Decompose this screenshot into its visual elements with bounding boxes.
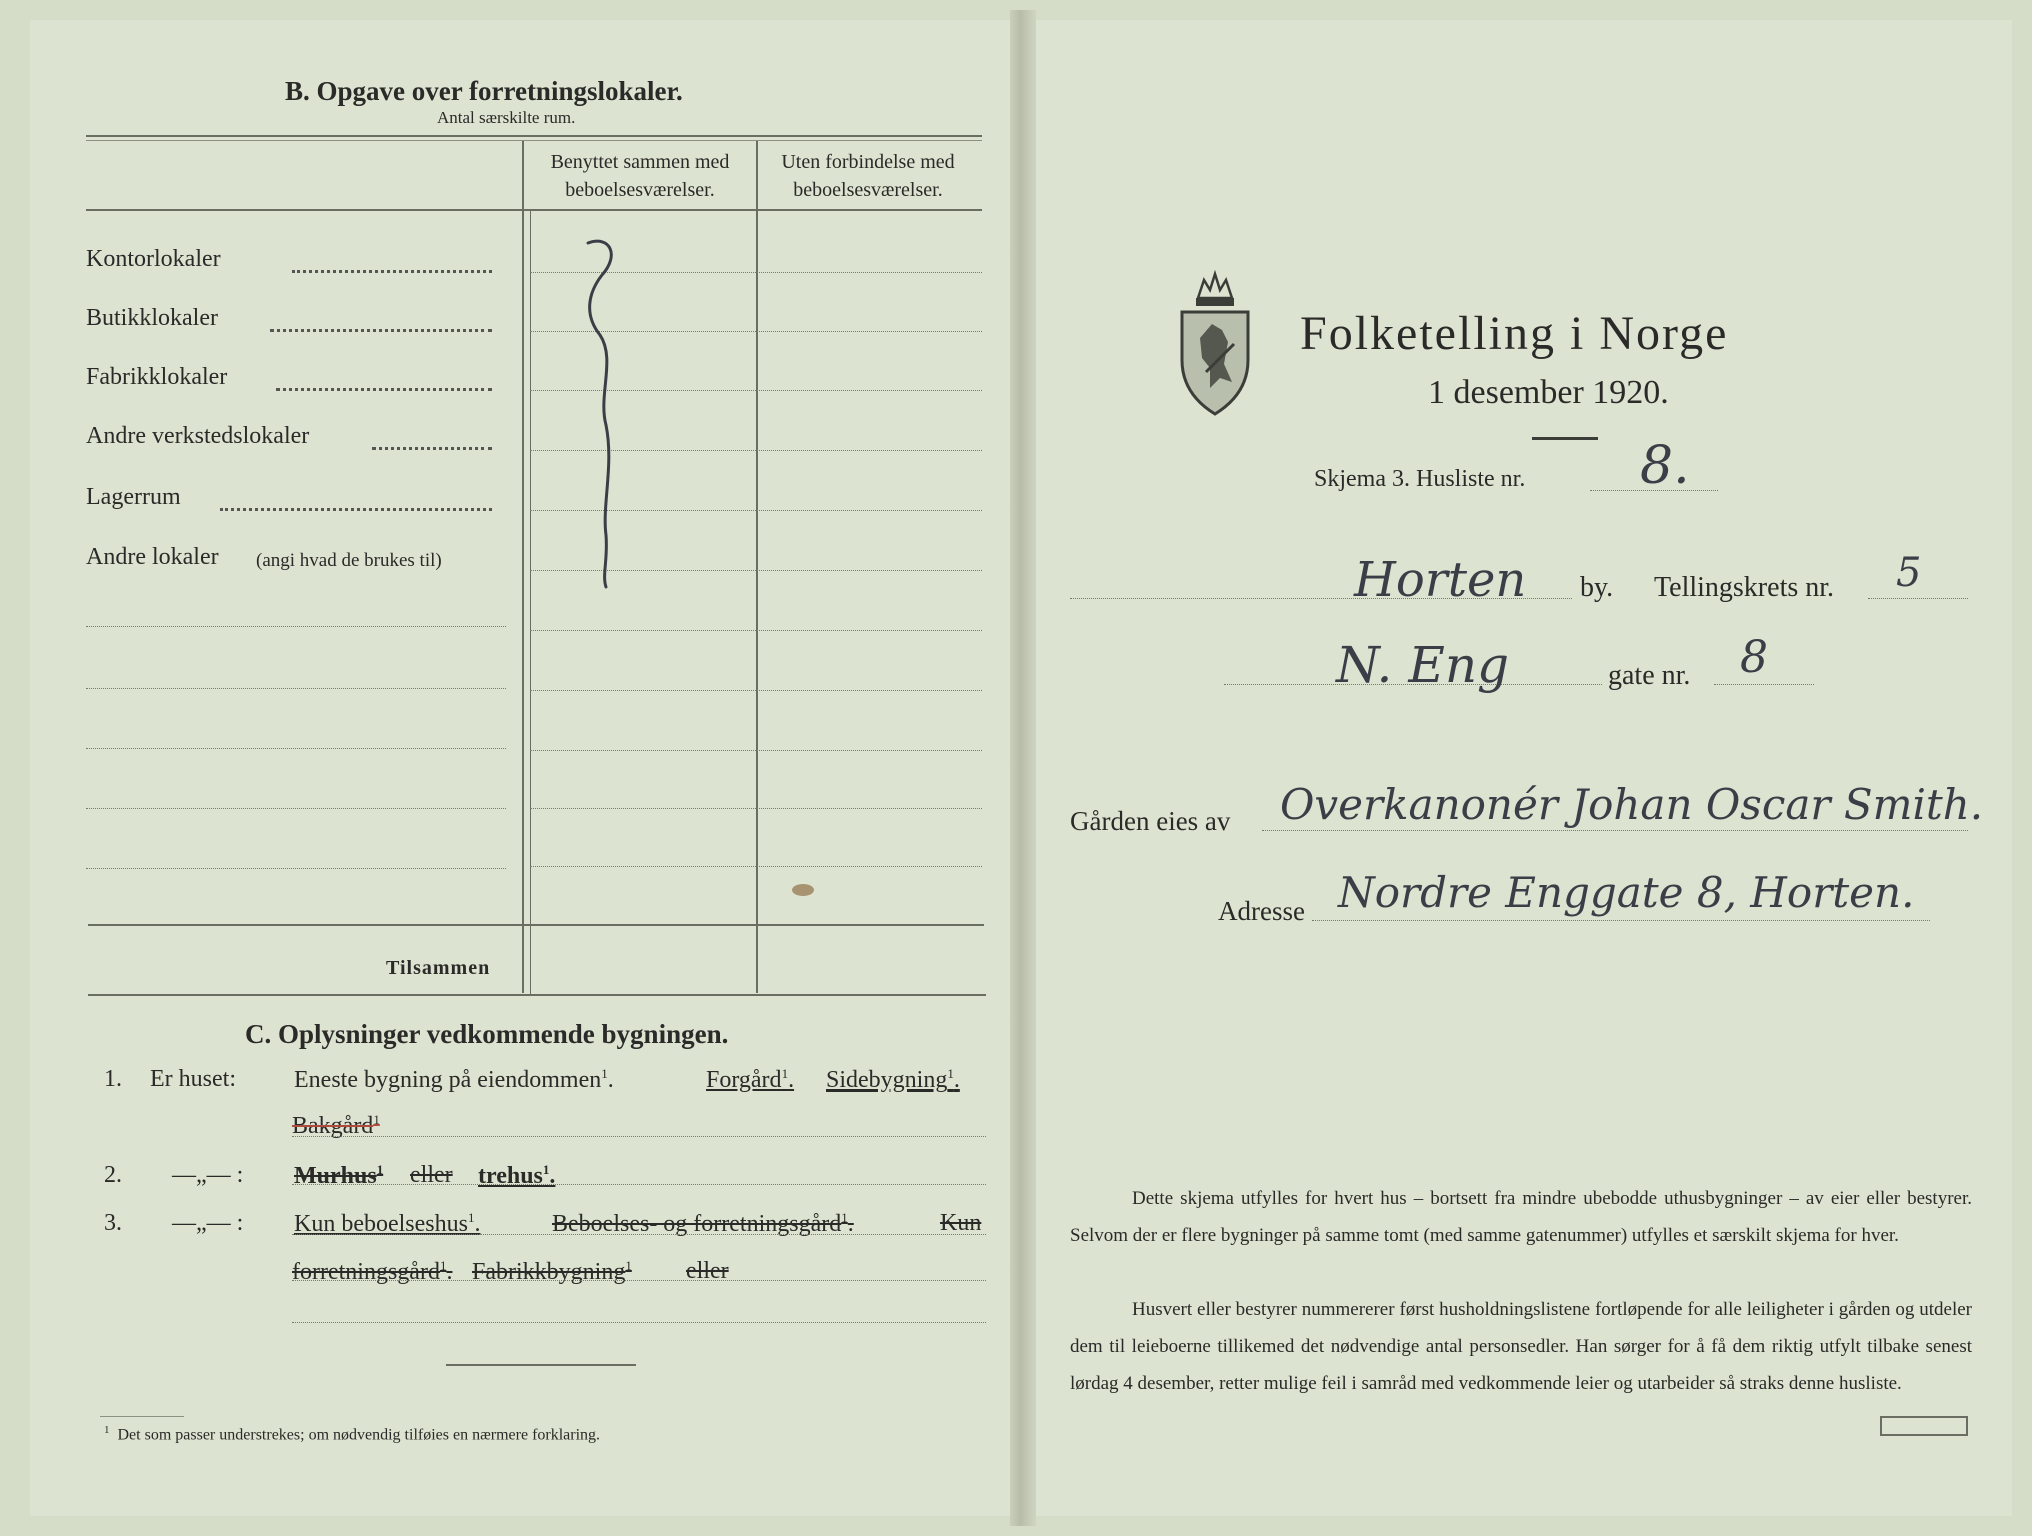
address-line [1312,920,1930,921]
leader-dots [292,270,492,273]
item-3-kun: Kun [940,1210,982,1236]
item-1-eneste: Eneste bygning på eiendommen$^1$. [294,1066,614,1093]
item-3-line [292,1280,986,1281]
item-1-forgard: Forgård$^1$. [706,1066,795,1093]
date-rule [1532,437,1598,440]
item-2-number: 2. [104,1162,122,1188]
gate-nr-line [1714,684,1814,685]
col-header-combined: Benyttet sammen med beboelsesværelser. [550,151,730,201]
item-3-fabrikkbygning: Fabrikkbygning$^1$ [472,1258,632,1285]
table-header-rule [86,209,982,211]
blank-row-line [86,748,506,749]
section-c-heading: C. Oplysninger vedkommende bygningen. [245,1019,729,1049]
leader-dots [372,447,492,450]
item-2-line [292,1184,986,1185]
row-andre-lokaler-note: (angi hvad de brukes til) [256,550,442,571]
item-3-line [292,1234,986,1235]
tellingskrets-label: Tellingskrets nr. [1654,572,1835,603]
item-3-beboelses-forretningsgard: Beboelses- og forretningsgård$^1$. [552,1210,854,1237]
cell-line [530,750,982,751]
street-value: N. Eng [1336,636,1510,694]
form-title: Folketelling i Norge [1300,307,1729,360]
owner-label: Gården eies av [1070,806,1231,836]
address-value: Nordre Enggate 8, Horten. [1338,868,1915,917]
item-1-sidebygning: Sidebygning$^1$. [826,1066,960,1093]
owner-value: Overkanonér Johan Oscar Smith. [1280,780,1984,829]
row-andre-lokaler: Andre lokaler [86,544,219,570]
printer-mark-box [1880,1416,1968,1436]
row-butikklokaler: Butikklokaler [86,305,218,331]
address-label: Adresse [1218,896,1305,926]
row-tilsammen: Tilsammen [386,957,491,979]
leader-dots [220,508,492,511]
table-top-rule-2 [86,140,982,141]
item-3-line [292,1322,986,1323]
table-total-rule [88,924,984,926]
item-2-murhus: Murhus$^1$ [294,1162,384,1189]
table-top-rule [86,135,982,137]
gate-nr-value: 8 [1740,632,1768,683]
leader-dots [270,329,492,332]
item-2-eller: eller [410,1162,453,1188]
footnote: $^1$ Det som passer understrekes; om nødvendig tilføies en nærmere forklaring. [104,1424,601,1444]
gate-label: gate nr. [1608,660,1691,691]
tellingskrets-nr-value: 5 [1896,550,1922,596]
col-divider-1b [530,209,531,994]
item-1-bakgard: Bakgård$^1$ [292,1112,380,1139]
instructions-paragraph-2: Husvert eller bestyrer nummererer først husholdningslistene fortløpende for alle leiligheter i gården og utdeler dem til leieboerne tillikemed det nødvendige antal personsedler. Han sørger for å få dem riktig utfylt tilbake senest lørdag 4 desember, retter mulige feil i samråd med vedkommende leier og utarbeider så straks denne husliste. [1070,1299,1972,1394]
row-kontorlokaler: Kontorlokaler [86,246,221,272]
tellingskrets-line [1868,598,1968,599]
blank-row-line [86,808,506,809]
blank-row-line [86,626,506,627]
blank-row-line [86,868,506,869]
item-1-line [292,1136,986,1137]
col-divider-1 [522,141,524,993]
section-b-subheading: Antal særskilte rum. [437,108,576,127]
item-3-kun-beboelseshus: Kun beboelseshus$^1$. [294,1210,481,1237]
cell-line [530,630,982,631]
city-value: Horten [1354,552,1527,608]
row-fabrikklokaler: Fabrikklokaler [86,364,228,390]
skjema-label: Skjema 3. Husliste nr. [1314,466,1526,492]
census-date: 1 desember 1920. [1428,374,1669,411]
footnote-rule [100,1416,184,1417]
item-1-question: Er huset: [150,1066,236,1092]
item-3-dash: —„— : [172,1210,244,1236]
handwritten-bracket-mark [580,235,630,595]
item-3-forretningsgard: forretningsgård$^1$. [292,1258,453,1285]
row-andre-verkstedslokaler: Andre verkstedslokaler [86,423,310,449]
cell-line [530,866,982,867]
norwegian-coat-of-arms [1176,268,1254,416]
husliste-nr-value: 8. [1640,436,1690,496]
item-1-number: 1. [104,1066,122,1092]
ink-blot [792,884,814,896]
item-2-dash: —„— : [172,1162,244,1188]
item-2-trehus: trehus$^1$. [478,1162,556,1189]
section-b-heading: B. Opgave over forretningslokaler. [285,76,683,106]
item-3-number: 3. [104,1210,122,1236]
blank-row-line [86,688,506,689]
page-fold [1010,10,1036,1526]
cell-line [530,690,982,691]
leader-dots [276,388,492,391]
owner-line [1262,830,1968,831]
cell-line [530,808,982,809]
table-bottom-rule [88,994,986,996]
col-header-separate: Uten forbindelse med beboelsesværelser. [781,151,955,201]
item-3-eller: eller [686,1258,729,1284]
instructions-paragraph-1: Dette skjema utfylles for hvert hus – bortsett fra mindre ubebodde uthusbygninger – av eier eller bestyrer. Selvom der er flere bygninger på samme tomt (med samme gatenummer) utfylles et særskilt skjema for hver. [1070,1188,1972,1246]
by-label: by. [1580,572,1614,603]
section-c-end-rule [446,1364,636,1366]
row-lagerrum: Lagerrum [86,484,181,510]
